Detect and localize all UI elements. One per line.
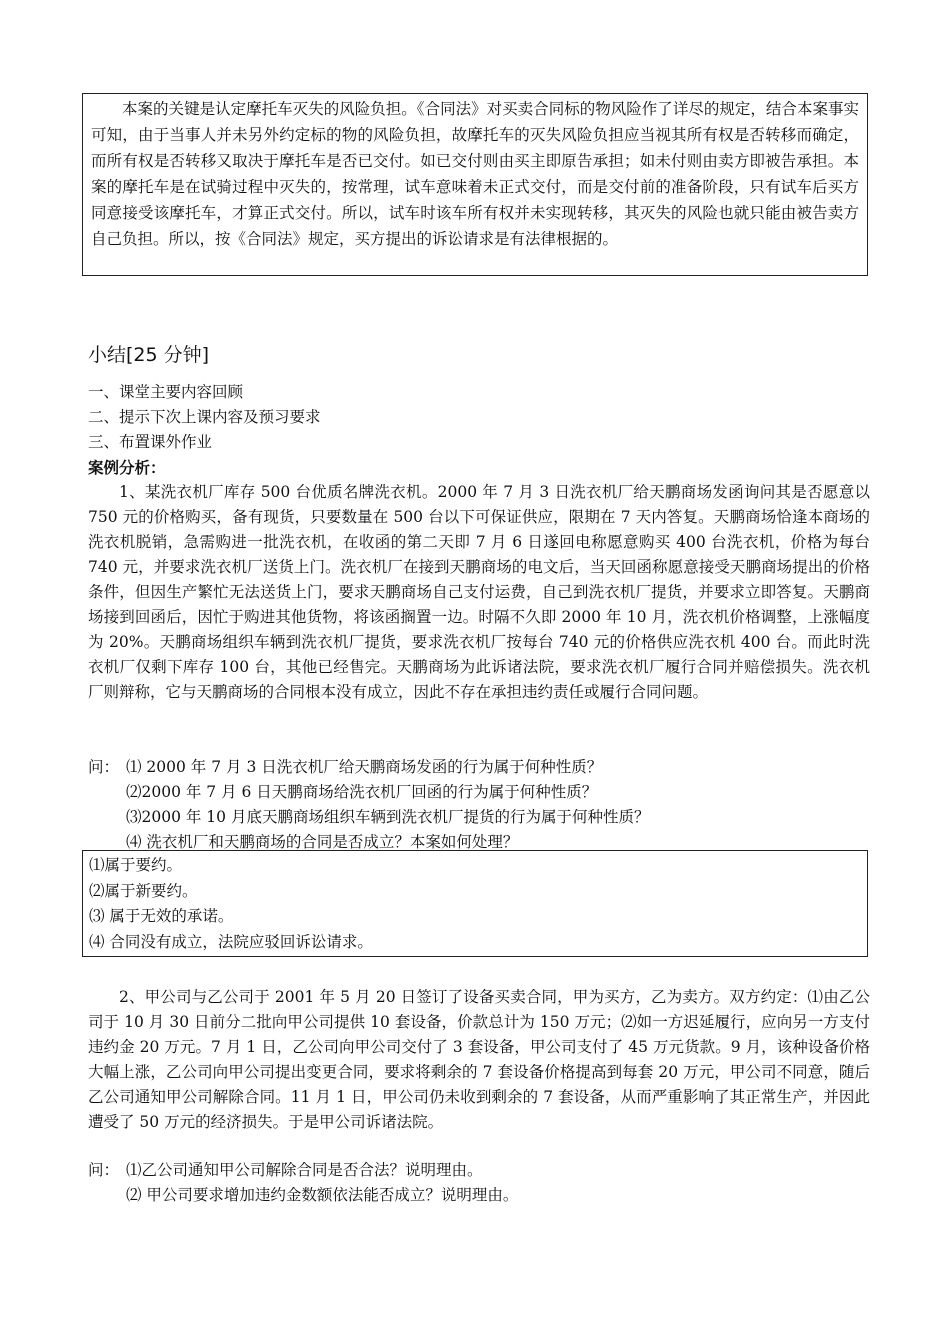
- case1-answer-2: ⑵属于新要约。: [89, 881, 198, 900]
- case1-answer-3: ⑶ 属于无效的承诺。: [89, 907, 234, 925]
- case2-question-1: ⑴乙公司通知甲公司解除合同是否合法？说明理由。: [126, 1161, 483, 1179]
- summary-item: 一、课堂主要内容回顾: [88, 383, 244, 401]
- summary-title: 小结[25 分钟]: [88, 344, 210, 366]
- case-analysis-heading: 案例分析：: [88, 458, 166, 477]
- case1-answer-box: [82, 850, 868, 957]
- case1-question-3: ⑶2000 年 10 月底天鹏商场组织车辆到洗衣机厂提货的行为属于何种性质？: [126, 808, 650, 826]
- case2-text: 2、甲公司与乙公司于 2001 年 5 月 20 日签订了设备买卖合同，甲为买方，乙为卖方。双方约定：⑴由乙公司于 10 月 30 日前分二批向甲公司提供 10 套设备，价款总计为 150 万元；⑵如一方迟延履行，应向另一方支付违约金 20 万元。7 月 1 日，乙公司向甲公司交付了 3 套设备，甲公司支付了 45 万元货款。9 月，该种设备价格大幅上涨，乙公司向甲公司提出变更合同，要求将剩余的 7 套设备价格提高到每套 20 万元，甲公司不同意，随后乙公司通知甲公司解除合同。11 月 1 日，甲公司仍未收到剩余的 7 套设备，从而严重影响了其正常生产，并因此遭受了 50 万元的经济损失。于是甲公司诉诸法院。: [88, 988, 870, 1131]
- analysis-box: [82, 93, 868, 276]
- summary-item: 二、提示下次上课内容及预习要求: [88, 408, 321, 426]
- case1-question-1: ⑴ 2000 年 7 月 3 日洗衣机厂给天鹏商场发函的行为属于何种性质？: [126, 758, 603, 776]
- case1-question-4: ⑷ 洗衣机厂和天鹏商场的合同是否成立？本案如何处理？: [126, 833, 519, 851]
- case1-answer-4: ⑷ 合同没有成立，法院应驳回诉讼请求。: [89, 932, 373, 951]
- case1-text: 1、某洗衣机厂库存 500 台优质名牌洗衣机。2000 年 7 月 3 日洗衣机厂给天鹏商场发函询问其是否愿意以 750 元的价格购买，备有现货，只要数量在 500 台以下可保证供应，限期在 7 天内答复。天鹏商场恰逢本商场的洗衣机脱销，急需购进一批洗衣机，在收函的第二天即 7 月 6 日遂回电称愿意购买 400 台洗衣机，价格为每台 740 元，并要求洗衣机厂送货上门。洗衣机厂在接到天鹏商场的电文后，当天回函称愿意接受天鹏商场提出的价格条件，但因生产繁忙无法送货上门，要求天鹏商场自己支付运费，自己到洗衣机厂提货，并要求立即答复。天鹏商场接到回函后，因忙于购进其他货物，将该函搁置一边。时隔不久即 2000 年 10 月，洗衣机价格调整，上涨幅度为 20%。天鹏商场组织车辆到洗衣机厂提货，要求洗衣机厂按每台 740 元的价格供应洗衣机 400 台。而此时洗衣机厂仅剩下库存 100 台，其他已经售完。天鹏商场为此诉诸法院，要求洗衣机厂履行合同并赔偿损失。洗衣机厂则辩称，它与天鹏商场的合同根本没有成立，因此不存在承担违约责任或履行合同问题。: [88, 483, 870, 701]
- case1-answer-1: ⑴属于要约。: [89, 856, 183, 874]
- case1-question-2: ⑵2000 年 7 月 6 日天鹏商场给洗衣机厂回函的行为属于何种性质？: [126, 783, 598, 801]
- case1-question-prefix: 问：: [88, 758, 120, 776]
- analysis-text: 本案的关键是认定摩托车灭失的风险负担。《合同法》对买卖合同标的物风险作了详尽的规定，结合本案事实可知，由于当事人并未另外约定标的物的风险负担，故摩托车的灭失风险负担应当视其所有权是否转移而确定，而所有权是否转移又取决于摩托车是否已交付。如已交付则由买主即原告承担；如未付则由卖方即被告承担。本案的摩托车是在试骑过程中灭失的，按常理，试车意味着未正式交付，而是交付前的准备阶段，只有试车后买方同意接受该摩托车，才算正式交付。所以，试车时该车所有权并未实现转移，其灭失的风险也就只能由被告卖方自己负担。所以，按《合同法》规定，买方提出的诉讼请求是有法律根据的。: [91, 100, 859, 248]
- case2-question-prefix: 问：: [88, 1161, 120, 1179]
- summary-item: 三、布置课外作业: [88, 433, 213, 451]
- case2-question-2: ⑵ 甲公司要求增加违约金数额依法能否成立？说明理由。: [126, 1186, 519, 1204]
